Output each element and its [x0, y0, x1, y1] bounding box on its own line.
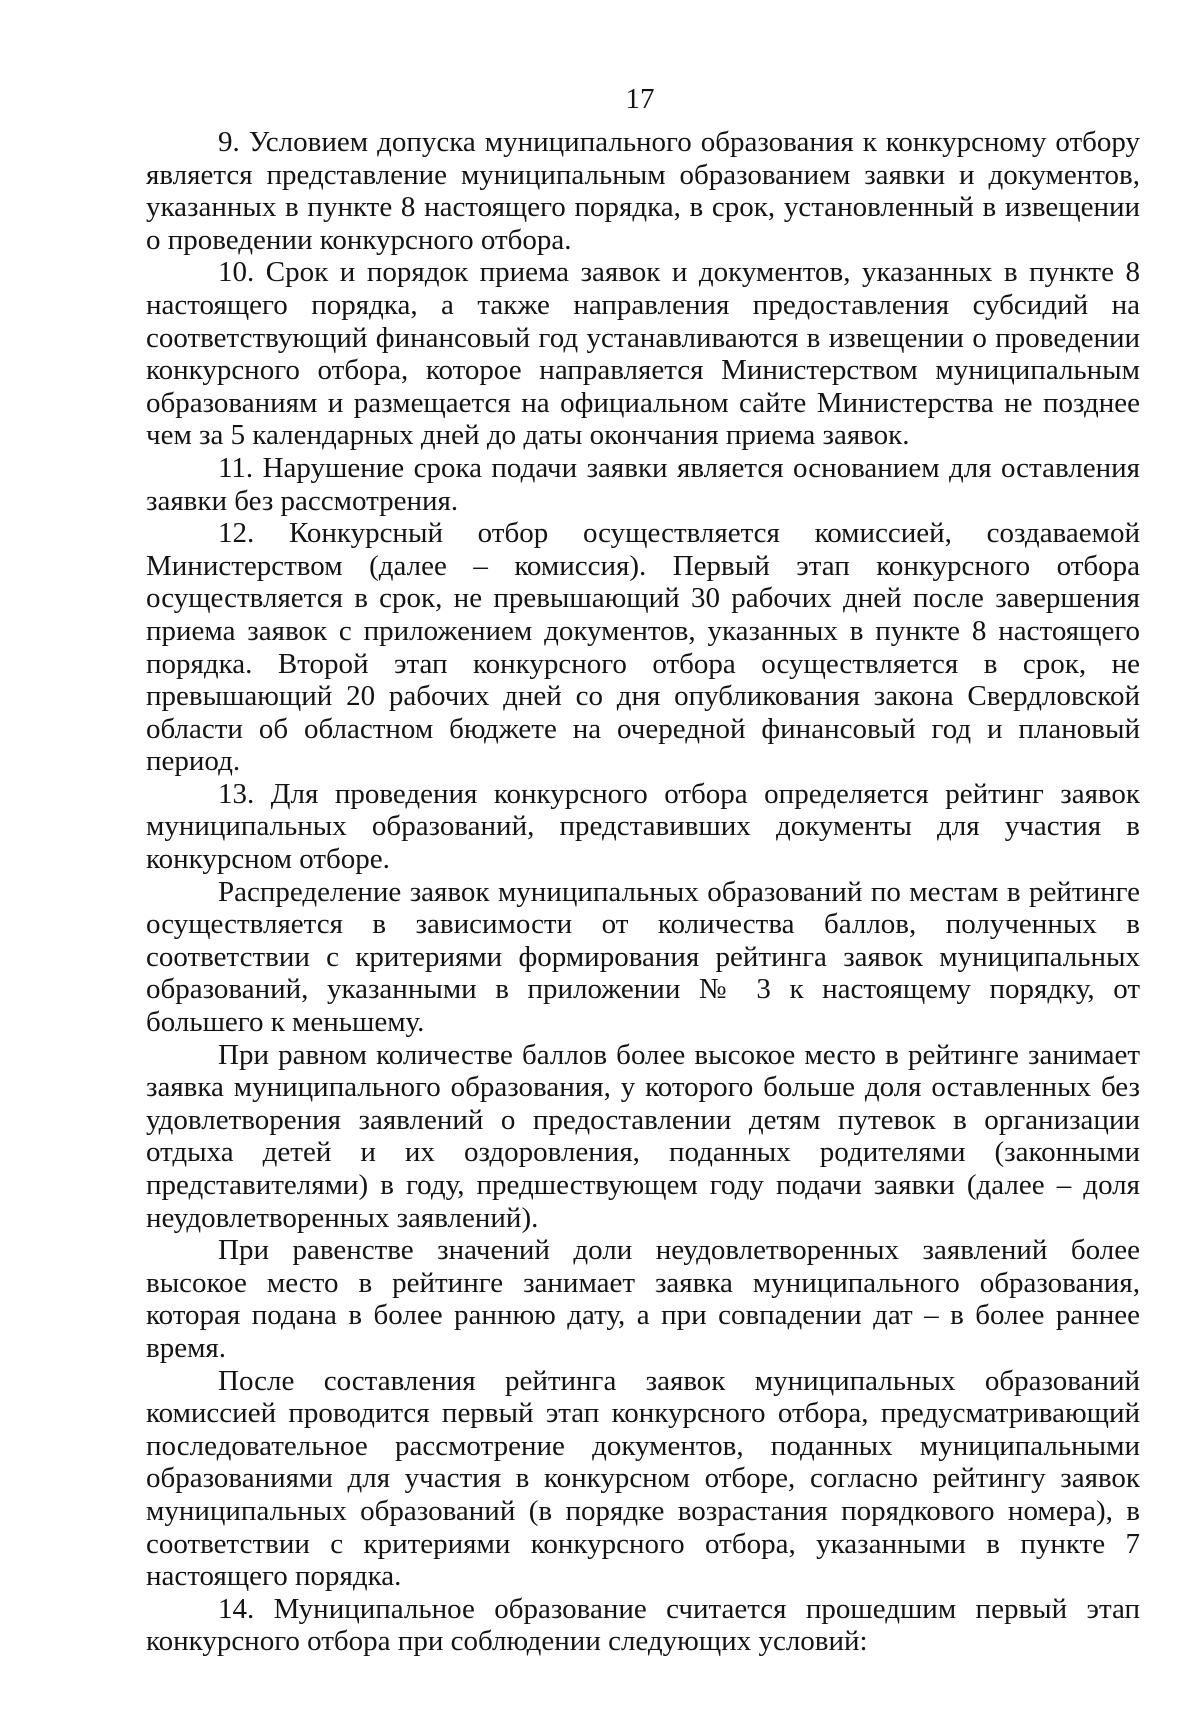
paragraph-13-rating-distribution: Распределение заявок муниципальных образований по местам в рейтинге осуществляется в зависимости от количества баллов, полученных в соответствии с критериями формирования рейтинга заявок муниципальных образований, указанными в приложении № 3 к настоящему порядку, от большего к меньшему. [146, 875, 1140, 1039]
paragraph-13-first-stage: После составления рейтинга заявок муниципальных образований комиссией проводится первый этап конкурсного отбора, предусматривающий последовательное рассмотрение документов, поданных муниципальными образованиями для участия в конкурсном отборе, согласно рейтингу заявок муниципальных образований (в порядке возрастания порядкового номера), в соответствии с критериями конкурсного отбора, указанными в пункте 7 настоящего порядка. [146, 1364, 1140, 1593]
paragraph-13-equal-points: При равном количестве баллов более высокое место в рейтинге занимает заявка муниципального образования, у которого больше доля оставленных без удовлетворения заявлений о предоставлении детям путевок в организации отдыха детей и их оздоровления, поданных родителями (законными представителями) в году, предшествующем году подачи заявки (далее – доля неудовлетворенных заявлений). [146, 1038, 1140, 1234]
paragraph-9: 9. Условием допуска муниципального образования к конкурсному отбору является представление муниципальным образованием заявки и документов, указанных в пункте 8 настоящего порядка, в срок, установленный в извещении о проведении конкурсного отбора. [146, 126, 1140, 256]
page-number: 17 [625, 83, 655, 115]
paragraph-12: 12. Конкурсный отбор осуществляется комиссией, создаваемой Министерством (далее – комиссия). Первый этап конкурсного отбора осуществляется в срок, не превышающий 30 рабочих дней после завершения приема заявок с приложением документов, указанных в пункте 8 настоящего порядка. Второй этап конкурсного отбора осуществляется в срок, не превышающий 20 рабочих дней со дня опубликования закона Свердловской области об областном бюджете на очередной финансовый год и плановый период. [146, 517, 1140, 778]
paragraph-11: 11. Нарушение срока подачи заявки является основанием для оставления заявки без рассмотрения. [146, 451, 1140, 517]
document-body [146, 126, 1140, 1658]
paragraph-10: 10. Срок и порядок приема заявок и документов, указанных в пункте 8 настоящего порядка, а также направления предоставления субсидий на соответствующий финансовый год устанавливаются в извещении о проведении конкурсного отбора, которое направляется Министерством муниципальным образованиям и размещается на официальном сайте Министерства не позднее чем за 5 календарных дней до даты окончания приема заявок. [146, 256, 1140, 452]
paragraph-14: 14. Муниципальное образование считается прошедшим первый этап конкурсного отбора при соблюдении следующих условий: [146, 1592, 1140, 1658]
paragraph-13: 13. Для проведения конкурсного отбора определяется рейтинг заявок муниципальных образований, представивших документы для участия в конкурсном отборе. [146, 777, 1140, 876]
paragraph-13-equal-share: При равенстве значений доли неудовлетворенных заявлений более высокое место в рейтинге занимает заявка муниципального образования, которая подана в более раннюю дату, а при совпадении дат – в более раннее время. [146, 1234, 1140, 1364]
